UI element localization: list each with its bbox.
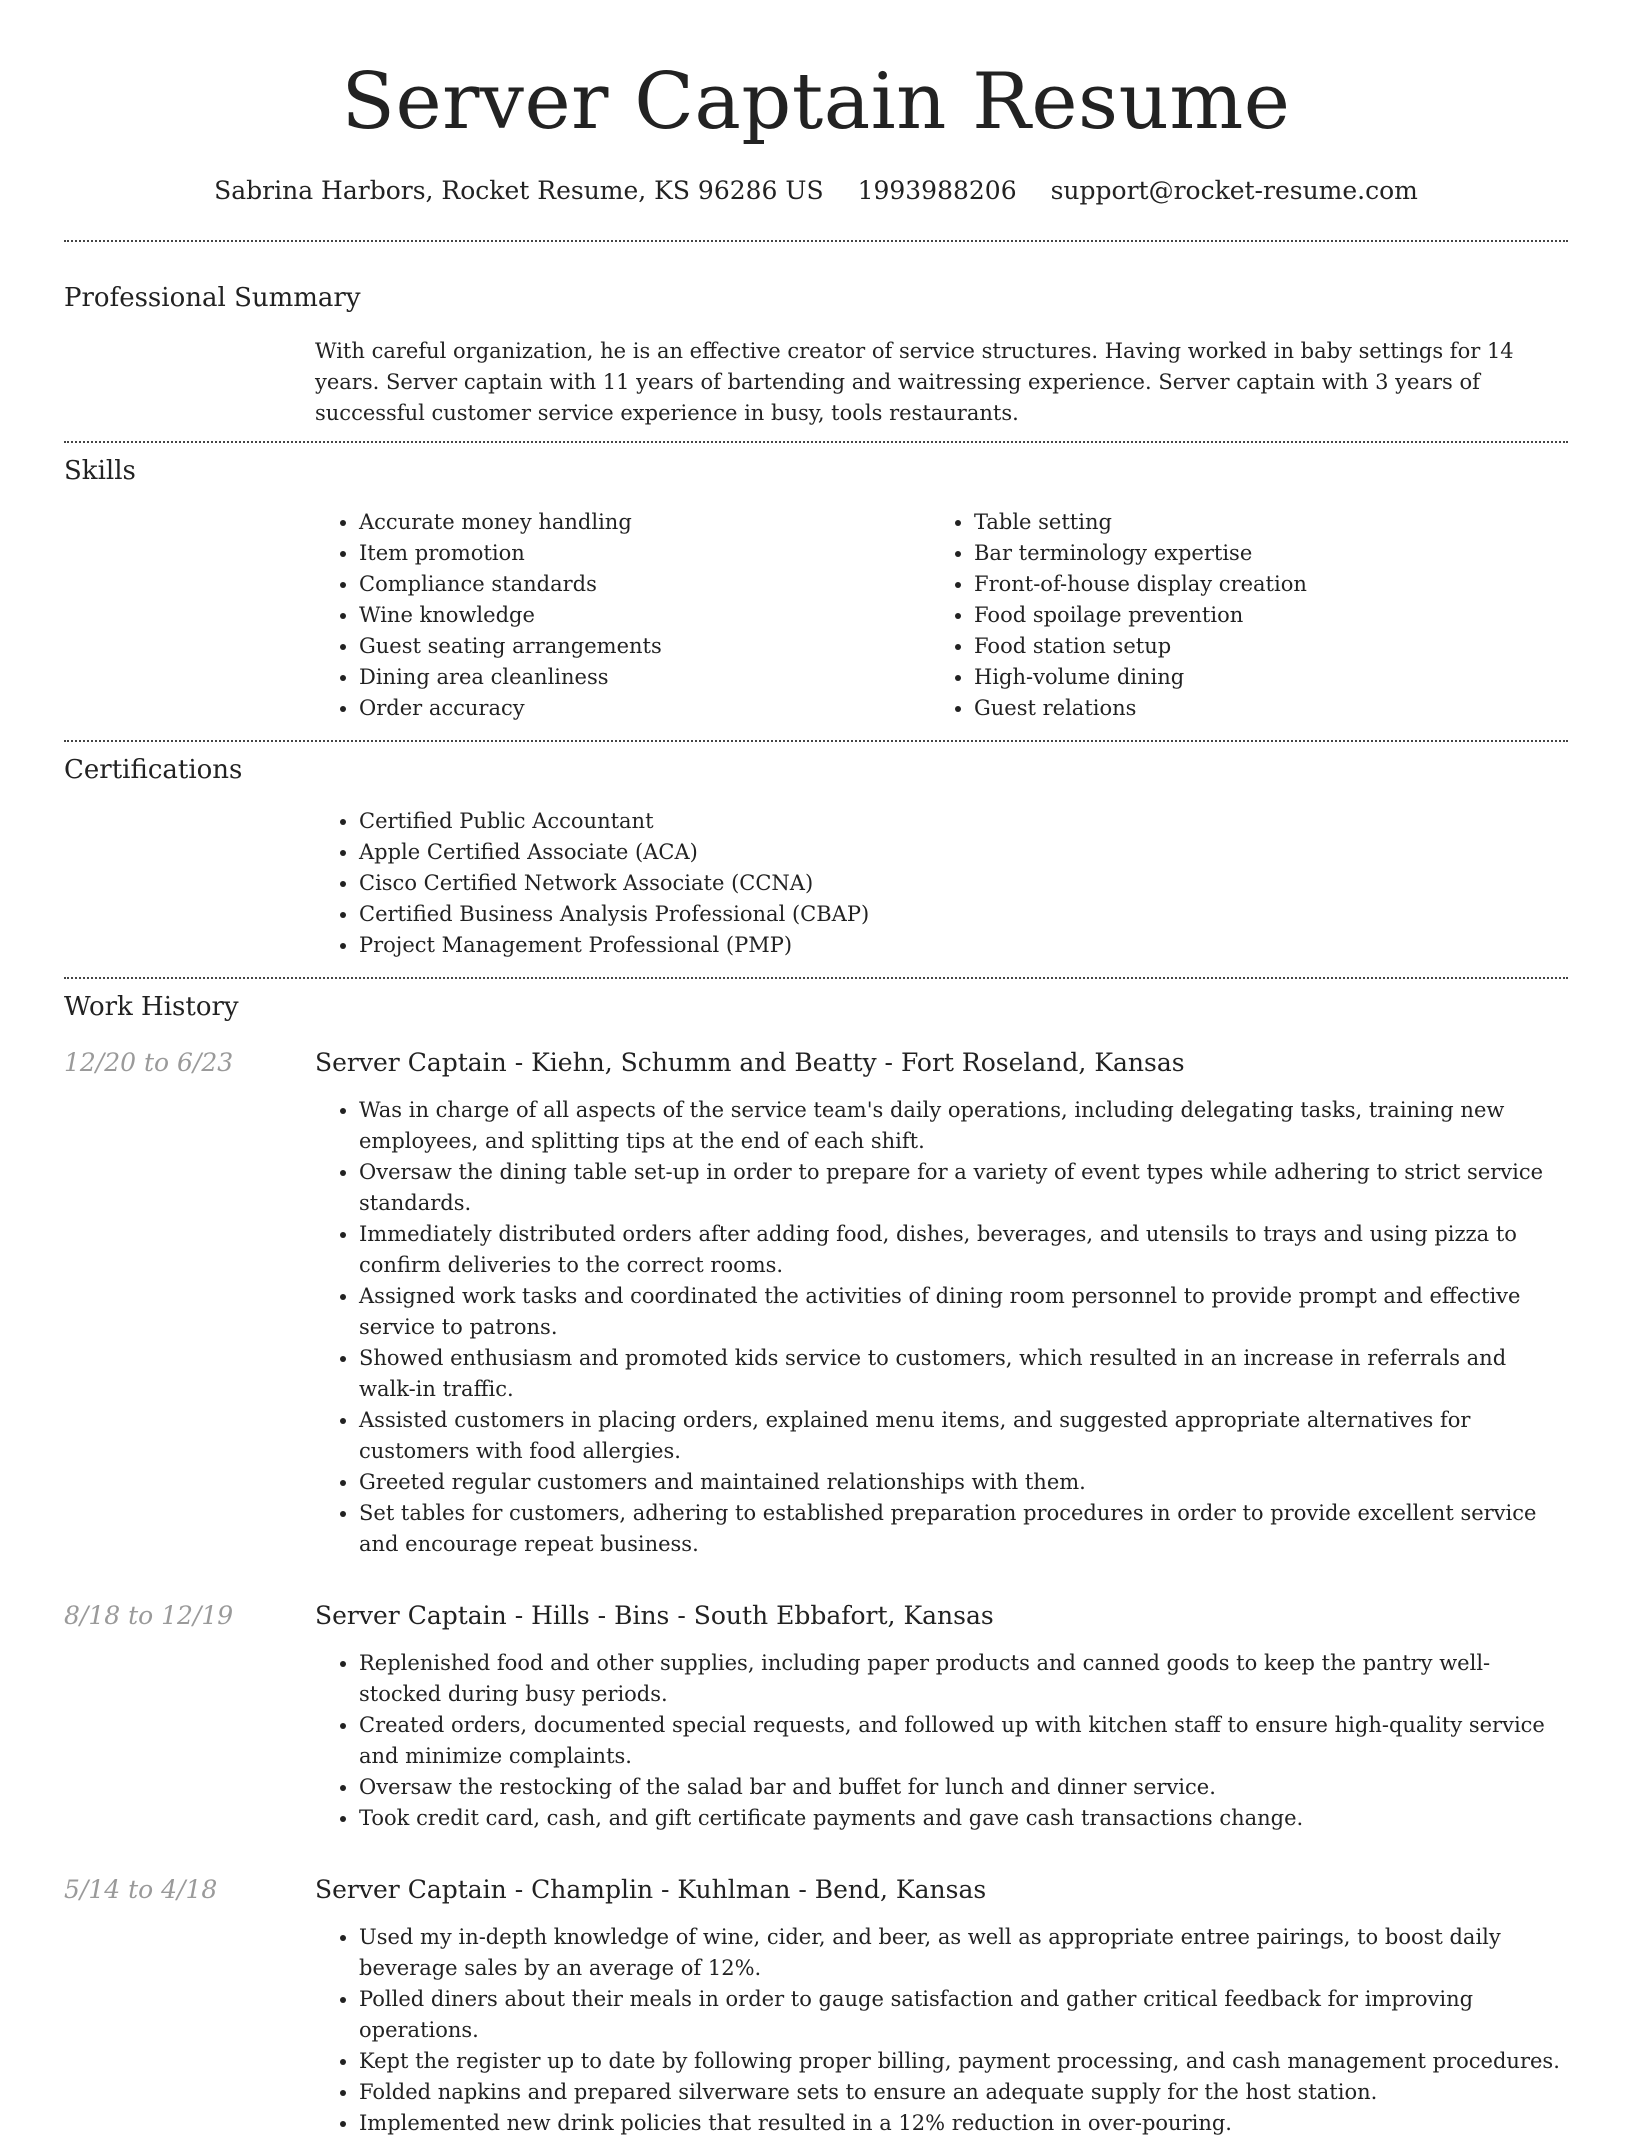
section-divider xyxy=(64,441,1568,443)
skill-item: • Guest seating arrangements xyxy=(359,631,930,662)
skill-item: • Dining area cleanliness xyxy=(359,662,930,693)
job-bullet: • Implemented new drink policies that resulted in a 12% reduction in over-pouring. xyxy=(359,2108,1568,2139)
job-bullet: • Folded napkins and prepared silverware sets to ensure an adequate supply for the host station. xyxy=(359,2077,1568,2108)
skill-item: • Bar terminology expertise xyxy=(974,538,1545,569)
job-bullet: • Oversaw the restocking of the salad bar and buffet for lunch and dinner service. xyxy=(359,1772,1568,1803)
job-bullet: • Assisted customers in placing orders, explained menu items, and suggested appropriate alternatives for customers with food allergies. xyxy=(359,1405,1568,1467)
section-divider xyxy=(64,977,1568,979)
job-bullet: • Was in charge of all aspects of the service team's daily operations, including delegating tasks, training new employees, and splitting tips at the end of each shift. xyxy=(359,1095,1568,1157)
resume-page xyxy=(64,0,1568,2139)
job-bullet-list xyxy=(315,1922,1568,2139)
skills-column-left xyxy=(315,507,930,724)
job-bullet: • Created orders, documented special requests, and followed up with kitchen staff to ensure high-quality service and minimize complaints. xyxy=(359,1710,1568,1772)
job-bullet: • Assigned work tasks and coordinated the activities of dining room personnel to provide prompt and effective service to patrons. xyxy=(359,1281,1568,1343)
certifications-list xyxy=(315,806,1568,961)
work-history-section xyxy=(64,991,1568,2139)
summary-section xyxy=(64,282,1568,429)
certification-item: • Certified Business Analysis Professional (CBAP) xyxy=(359,899,1568,930)
skill-item: • Food spoilage prevention xyxy=(974,600,1545,631)
job-dates: 8/18 to 12/19 xyxy=(64,1601,234,1630)
contact-email: support@rocket-resume.com xyxy=(1050,176,1418,205)
job-bullet-list xyxy=(315,1095,1568,1560)
job-bullet: • Used my in-depth knowledge of wine, cider, and beer, as well as appropriate entree pairings, to boost daily beverage sales by an average of 12%. xyxy=(359,1922,1568,1984)
skills-column-right xyxy=(930,507,1545,724)
section-divider xyxy=(64,240,1568,242)
certification-item: • Certified Public Accountant xyxy=(359,806,1568,837)
skill-item: • Compliance standards xyxy=(359,569,930,600)
job-title: Server Captain - Kiehn, Schumm and Beatty - Fort Roseland, Kansas xyxy=(315,1048,1185,1077)
job-bullet: • Set tables for customers, adhering to established preparation procedures in order to provide excellent service and encourage repeat business. xyxy=(359,1498,1568,1560)
skill-item: • Front-of-house display creation xyxy=(974,569,1545,600)
contact-address: Sabrina Harbors, Rocket Resume, KS 96286 US xyxy=(214,176,824,205)
skills-section xyxy=(64,455,1568,724)
job-bullet: • Took credit card, cash, and gift certificate payments and gave cash transactions change. xyxy=(359,1803,1568,1834)
job-bullet: • Immediately distributed orders after adding food, dishes, beverages, and utensils to trays and using pizza to confirm deliveries to the correct rooms. xyxy=(359,1219,1568,1281)
job-dates: 12/20 to 6/23 xyxy=(64,1048,234,1077)
skill-item: • Accurate money handling xyxy=(359,507,930,538)
job-bullet: • Polled diners about their meals in order to gauge satisfaction and gather critical feedback for improving operations. xyxy=(359,1984,1568,2046)
job-title: Server Captain - Champlin - Kuhlman - Bend, Kansas xyxy=(315,1875,987,1904)
skill-item: • High-volume dining xyxy=(974,662,1545,693)
job-entry xyxy=(64,1874,1568,2139)
section-divider xyxy=(64,740,1568,742)
job-bullet: • Oversaw the dining table set-up in order to prepare for a variety of event types while adhering to strict service standards. xyxy=(359,1157,1568,1219)
certifications-section xyxy=(64,754,1568,961)
job-body xyxy=(315,1600,1568,1834)
job-entry xyxy=(64,1047,1568,1560)
skill-item: • Wine knowledge xyxy=(359,600,930,631)
certification-item: • Project Management Professional (PMP) xyxy=(359,930,1568,961)
summary-text: With careful organization, he is an effective creator of service structures. Having worked in baby settings for 14 years. Server captain with 11 years of bartending and waitressing experience. Server captain with 3 years of successful customer service experience in busy, tools restaurants. xyxy=(315,339,1514,425)
job-dates: 5/14 to 4/18 xyxy=(64,1875,218,1904)
contact-phone: 1993988206 xyxy=(857,176,1017,205)
job-bullet: • Greeted regular customers and maintained relationships with them. xyxy=(359,1467,1568,1498)
job-bullet: • Showed enthusiasm and promoted kids service to customers, which resulted in an increase in referrals and walk-in traffic. xyxy=(359,1343,1568,1405)
job-body xyxy=(315,1047,1568,1560)
work-history-heading: Work History xyxy=(64,992,239,1022)
skill-item: • Order accuracy xyxy=(359,693,930,724)
job-title: Server Captain - Hills - Bins - South Ebbafort, Kansas xyxy=(315,1601,994,1630)
skill-item: • Item promotion xyxy=(359,538,930,569)
certification-item: • Cisco Certified Network Associate (CCNA) xyxy=(359,868,1568,899)
job-bullet: • Replenished food and other supplies, including paper products and canned goods to keep the pantry well-stocked during busy periods. xyxy=(359,1648,1568,1710)
skill-item: • Food station setup xyxy=(974,631,1545,662)
summary-heading: Professional Summary xyxy=(64,283,361,313)
contact-line xyxy=(64,176,1568,206)
job-entry xyxy=(64,1600,1568,1834)
certification-item: • Apple Certified Associate (ACA) xyxy=(359,837,1568,868)
skill-item: • Guest relations xyxy=(974,693,1545,724)
skills-heading: Skills xyxy=(64,456,136,486)
skill-item: • Table setting xyxy=(974,507,1545,538)
certifications-heading: Certifications xyxy=(64,755,243,785)
resume-title: Server Captain Resume xyxy=(341,57,1291,147)
job-bullet: • Kept the register up to date by following proper billing, payment processing, and cash management procedures. xyxy=(359,2046,1568,2077)
job-body xyxy=(315,1874,1568,2139)
job-bullet-list xyxy=(315,1648,1568,1834)
skills-columns xyxy=(315,507,1568,724)
